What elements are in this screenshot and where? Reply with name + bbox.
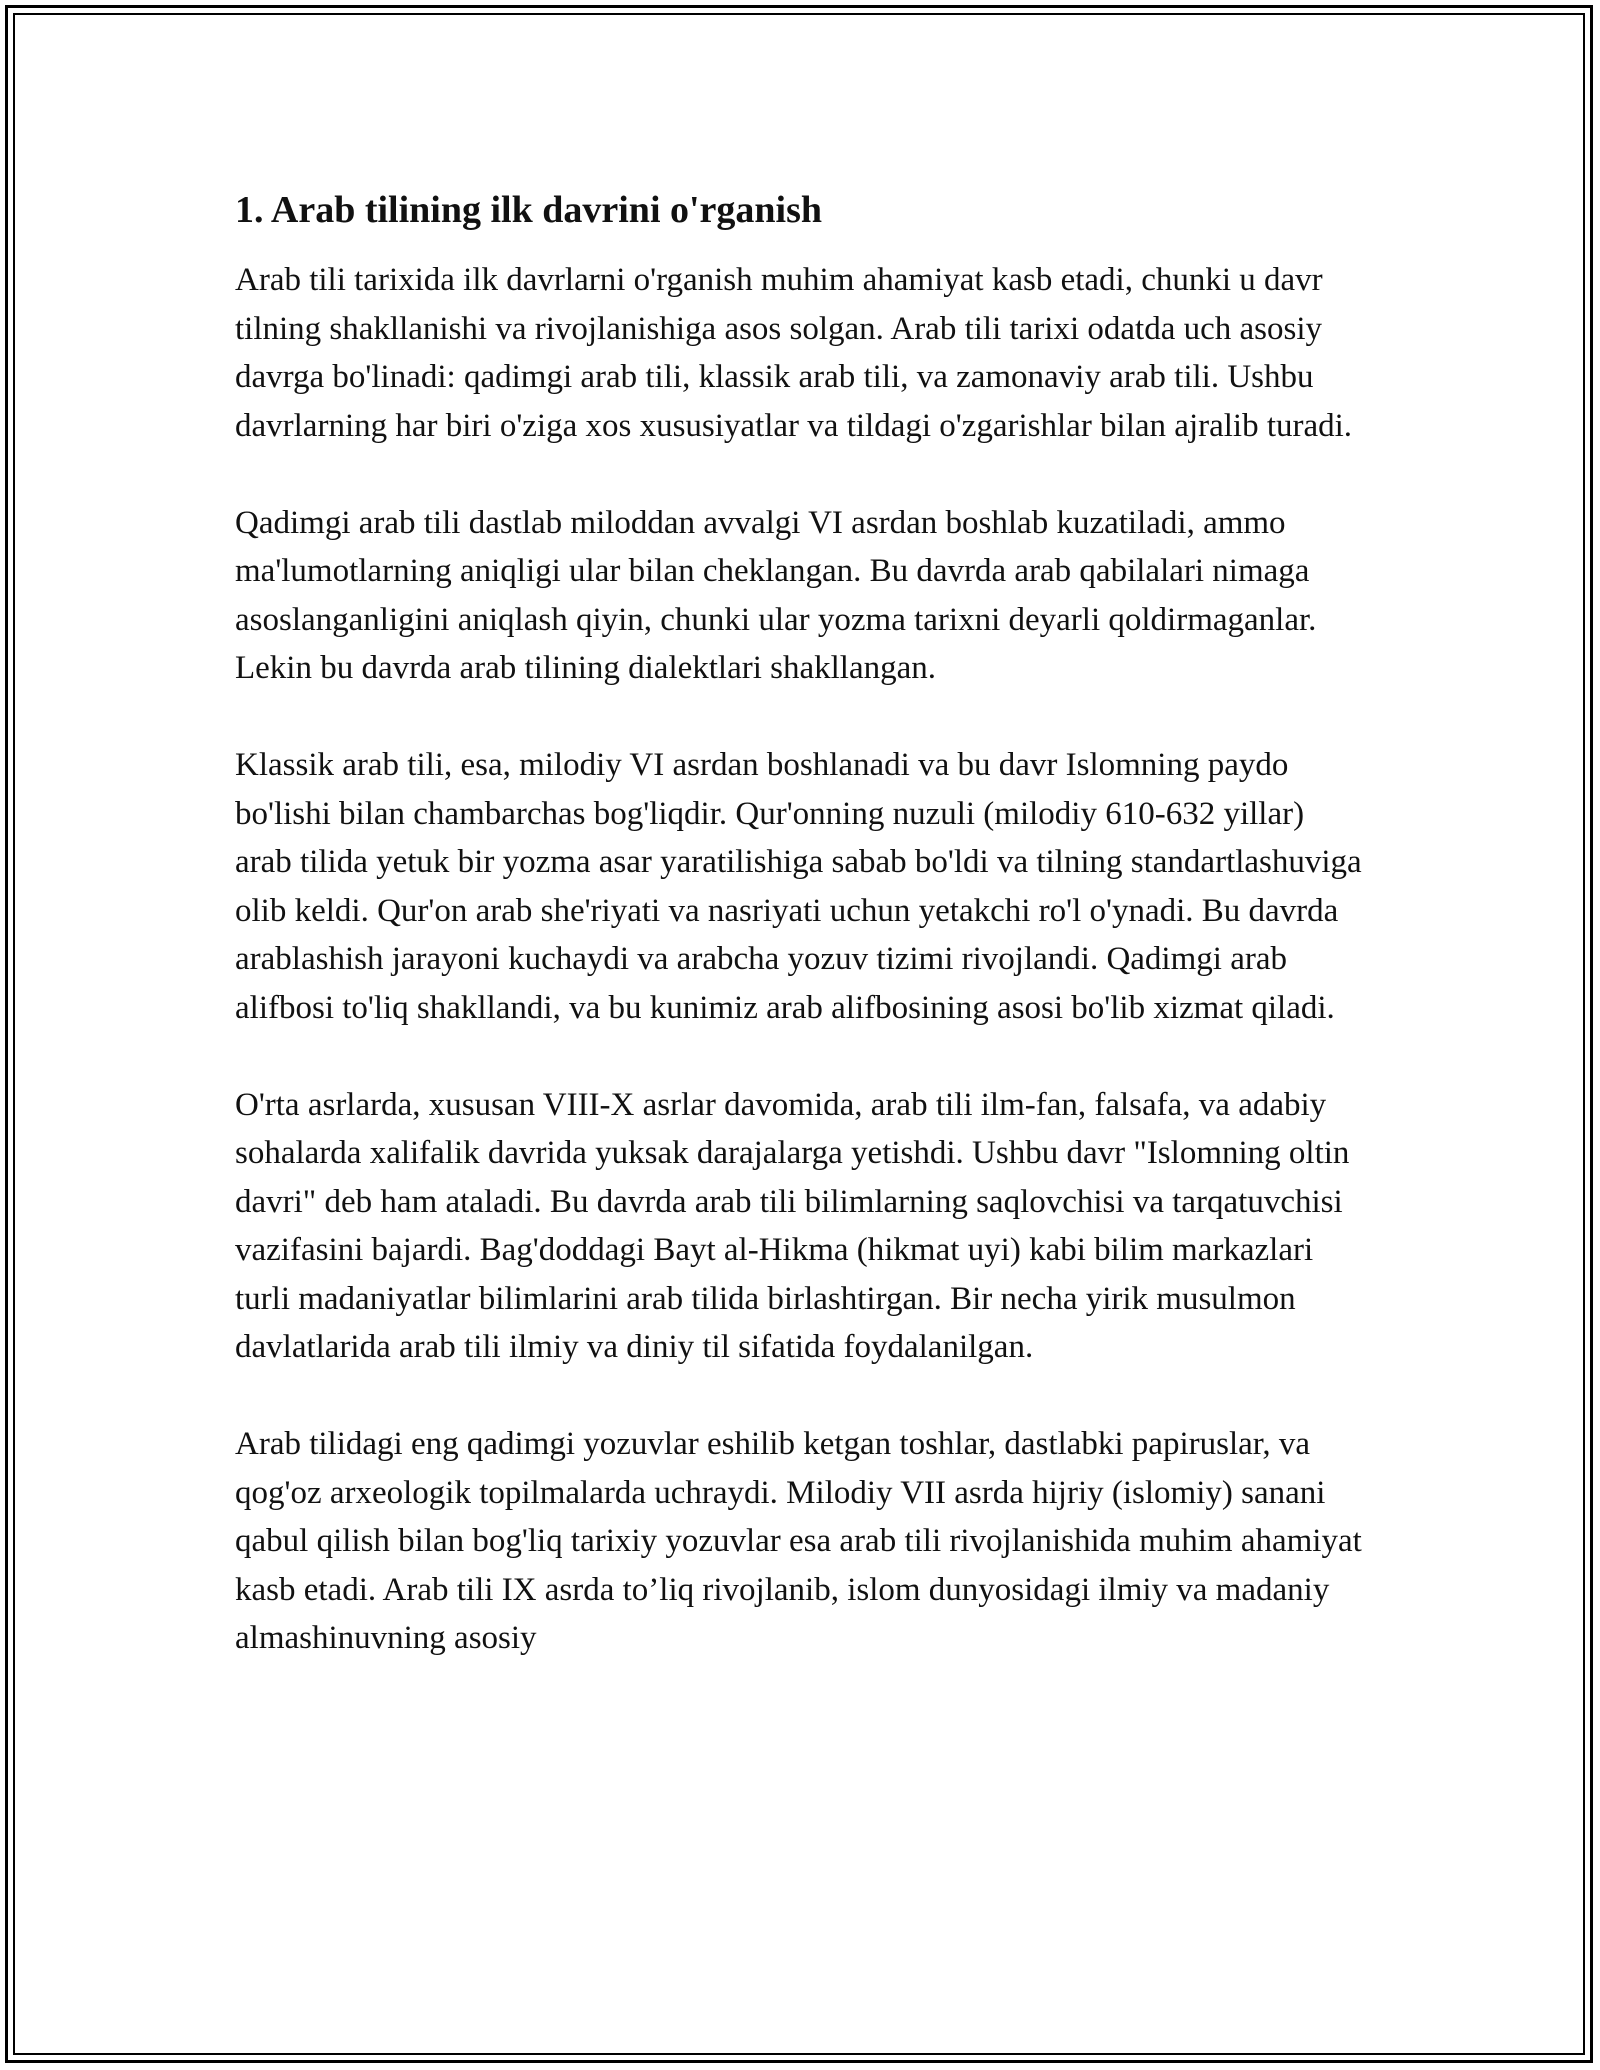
paragraph-2: Qadimgi arab tili dastlab miloddan avvalgi VI asrdan boshlab kuzatiladi, ammo ma'lumotlarning aniqligi ular bilan cheklangan. Bu davrda arab qabilalari nimaga asoslanganligini aniqlash qiyin, chunki ular yozma tarixni deyarli qoldirmaganlar. Lekin bu davrda arab tilining dialektlari shakllangan. — [235, 504, 1317, 686]
section-heading: 1. Arab tilining ilk davrini o'rganish — [235, 189, 823, 231]
paragraph-3: Klassik arab tili, esa, milodiy VI asrdan boshlanadi va bu davr Islomning paydo bo'lishi bilan chambarchas bog'liqdir. Qur'onning nuzuli (milodiy 610-632 yillar) arab tilida yetuk bir yozma asar yaratilishiga sabab bo'ldi va tilning standartlashuviga olib keldi. Qur'on arab she'riyati va nasriyati uchun yetakchi ro'l o'ynadi. Bu davrda arablashish jarayoni kuchaydi va arabcha yozuv tizimi rivojlandi. Qadimgi arab alifbosi to'liq shakllandi, va bu kunimiz arab alifbosining asosi bo'lib xizmat qiladi. — [235, 747, 1362, 1026]
paragraph-5: Arab tilidagi eng qadimgi yozuvlar eshilib ketgan toshlar, dastlabki papiruslar, va qog'oz arxeologik topilmalarda uchraydi. Milodiy VII asrda hijriy (islomiy) sanani qabul qilish bilan bog'liq tarixiy yozuvlar esa arab tili rivojlanishida muhim ahamiyat kasb etadi. Arab tili IX asrda to’liq rivojlanib, islom dunyosidagi ilmiy va madaniy almashinuvning asosiy — [235, 1426, 1362, 1656]
paragraph-4: O'rta asrlarda, xususan VIII-X asrlar davomida, arab tili ilm-fan, falsafa, va adabiy sohalarda xalifalik davrida yuksak darajalarga yetishdi. Ushbu davr "Islomning oltin davri" deb ham ataladi. Bu davrda arab tili bilimlarning saqlovchisi va tarqatuvchisi vazifasini bajardi. Bag'doddagi Bayt al-Hikma (hikmat uyi) kabi bilim markazlari turli madaniyatlar bilimlarini arab tilida birlashtirgan. Bir necha yirik musulmon davlatlarida arab tili ilmiy va diniy til sifatida foydalanilgan. — [235, 1086, 1350, 1365]
document-body — [235, 186, 1365, 1663]
paragraph-1: Arab tili tarixida ilk davrlarni o'rganish muhim ahamiyat kasb etadi, chunki u davr tilning shakllanishi va rivojlanishiga asos solgan. Arab tili tarixi odatda uch asosiy davrga bo'linadi: qadimgi arab tili, klassik arab tili, va zamonaviy arab tili. Ushbu davrlarning har biri o'ziga xos xususiyatlar va tildagi o'zgarishlar bilan ajralib turadi. — [235, 262, 1353, 444]
